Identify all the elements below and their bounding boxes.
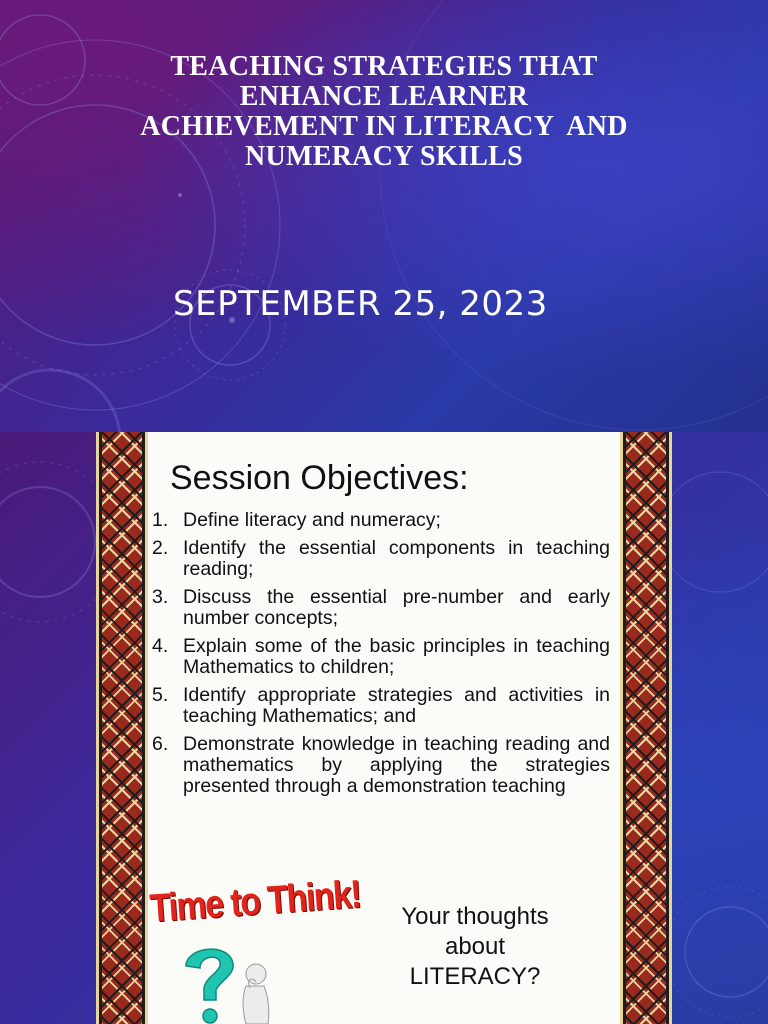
title-line: ENHANCE LEARNER: [239, 81, 529, 112]
objectives-heading: Session Objectives:: [170, 459, 469, 497]
question-mark-icon: [176, 940, 286, 1024]
prompt-line: LITERACY?: [409, 963, 541, 990]
objective-item: 4. Explain some of the basic principles in teaching Mathematics to children;: [152, 635, 610, 678]
prompt-line: Your thoughts: [401, 903, 549, 930]
presentation-date: SEPTEMBER 25, 2023: [173, 284, 548, 324]
objectives-slide: [0, 432, 768, 1024]
literacy-prompt: [350, 902, 600, 992]
tribal-pattern-border-icon: [620, 432, 672, 1024]
objective-item: 6. Demonstrate knowledge in teaching reading and mathematics by applying the strategies presented through a demonstration teaching: [152, 733, 610, 797]
objective-item: 5. Identify appropriate strategies and activities in teaching Mathematics; and: [152, 684, 610, 727]
objective-item: 2. Identify the essential components in teaching reading;: [152, 537, 610, 580]
prompt-line: about: [444, 933, 506, 960]
objective-item: 3. Discuss the essential pre-number and early number concepts;: [152, 586, 610, 629]
title-line: ACHIEVEMENT IN LITERACY AND: [140, 111, 628, 142]
title-slide: [0, 0, 768, 432]
objectives-list: [152, 510, 610, 804]
title-line: TEACHING STRATEGIES THAT: [170, 51, 598, 82]
time-to-think-title: Time to Think!: [148, 872, 362, 931]
thinking-figure-icon: [243, 964, 269, 1024]
presentation-title: [60, 52, 708, 172]
title-line: NUMERACY SKILLS: [244, 141, 524, 172]
objective-item: 1. Define literacy and numeracy;: [152, 509, 441, 531]
tribal-pattern-border-icon: [96, 432, 148, 1024]
